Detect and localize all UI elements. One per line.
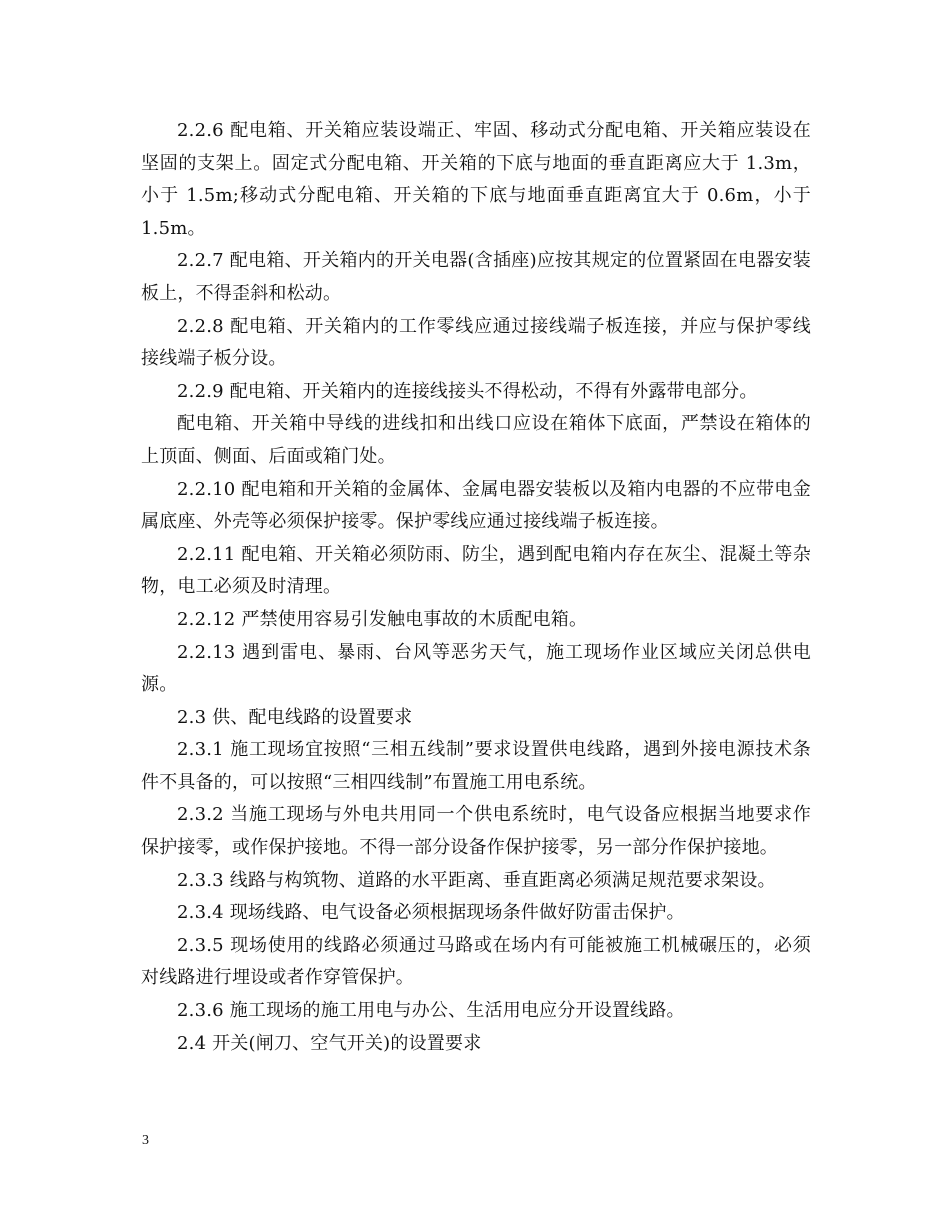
- paragraph-2-2-10: 2.2.10 配电箱和开关箱的金属体、金属电器安装板以及箱内电器的不应带电金属底座、外壳等必须保护接零。保护零线应通过接线端子板连接。: [141, 478, 811, 533]
- paragraph-2-2-6: 2.2.6 配电箱、开关箱应装设端正、牢固、移动式分配电箱、开关箱应装设在坚固的支架上。固定式分配电箱、开关箱的下底与地面的垂直距离应大于 1.3m，小于 1.5m;移动式分配电箱、开关箱的下底与地面垂直距离宜大于 0.6m，小于 1.5m。: [141, 120, 811, 239]
- section-heading-2-4: 2.4 开关(闸刀、空气开关)的设置要求: [177, 1032, 482, 1054]
- paragraph-2-3-2: 2.3.2 当施工现场与外电共用同一个供电系统时，电气设备应根据当地要求作保护接零，或作保护接地。不得一部分设备作保护接零，另一部分作保护接地。: [141, 804, 811, 859]
- paragraph-wire-entry: 配电箱、开关箱中导线的进线扣和出线口应设在箱体下底面，严禁设在箱体的上顶面、侧面、后面或箱门处。: [141, 413, 811, 467]
- paragraph-2-2-9: 2.2.9 配电箱、开关箱内的连接线接头不得松动，不得有外露带电部分。: [177, 380, 758, 402]
- paragraph-2-2-11: 2.2.11 配电箱、开关箱必须防雨、防尘，遇到配电箱内存在灰尘、混凝土等杂物，电工必须及时清理。: [141, 543, 811, 598]
- document-body: [141, 115, 811, 1060]
- paragraph-2-2-13: 2.2.13 遇到雷电、暴雨、台风等恶劣天气，施工现场作业区域应关闭总供电源。: [141, 641, 811, 696]
- paragraph-2-3-4: 2.3.4 现场线路、电气设备必须根据现场条件做好防雷击保护。: [177, 902, 685, 924]
- paragraph-2-3-1: 2.3.1 施工现场宜按照“三相五线制”要求设置供电线路，遇到外接电源技术条件不具备的，可以按照“三相四线制”布置施工用电系统。: [141, 739, 811, 793]
- paragraph-2-2-7: 2.2.7 配电箱、开关箱内的开关电器(含插座)应按其规定的位置紧固在电器安装板上，不得歪斜和松动。: [141, 250, 811, 304]
- section-heading-2-3: 2.3 供、配电线路的设置要求: [177, 706, 413, 728]
- paragraph-2-2-8: 2.2.8 配电箱、开关箱内的工作零线应通过接线端子板连接，并应与保护零线接线端子板分设。: [141, 315, 811, 370]
- paragraph-2-2-12: 2.2.12 严禁使用容易引发触电事故的木质配电箱。: [177, 608, 588, 630]
- paragraph-2-3-3: 2.3.3 线路与构筑物、道路的水平距离、垂直距离必须满足规范要求架设。: [177, 869, 776, 891]
- paragraph-2-3-5: 2.3.5 现场使用的线路必须通过马路或在场内有可能被施工机械碾压的，必须对线路进行埋设或者作穿管保护。: [141, 934, 811, 989]
- page-number: 3: [142, 1133, 149, 1148]
- paragraph-2-3-6: 2.3.6 施工现场的施工用电与办公、生活用电应分开设置线路。: [177, 1000, 685, 1022]
